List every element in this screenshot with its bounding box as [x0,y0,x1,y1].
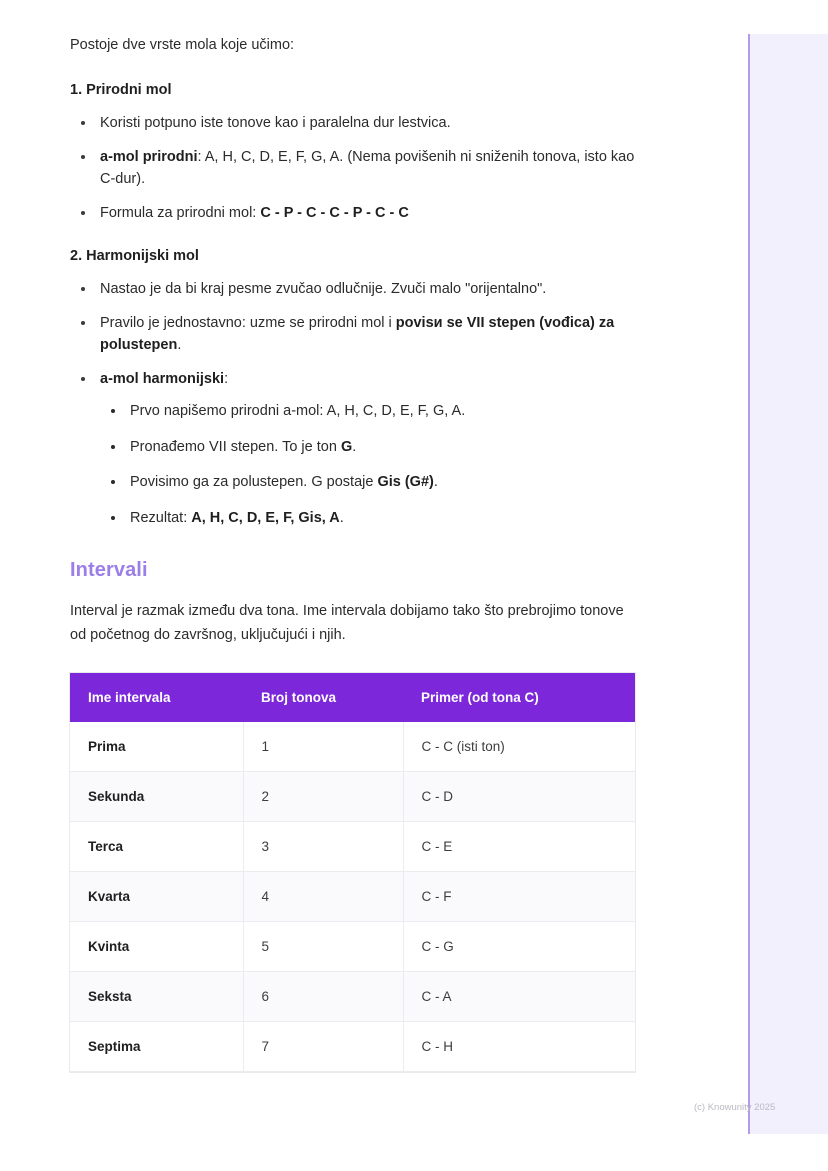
list-item-text: : [224,370,229,387]
table-cell-count: 3 [243,822,403,872]
sublist-item-tail: . [339,509,344,526]
sublist-item-text: Rezultat: [130,509,192,526]
intro-paragraph: Postoje dve vrste mola koje učimo: [70,37,295,53]
list-item [96,312,640,357]
table-row [70,822,635,872]
table-cell-count: 7 [243,1022,403,1072]
table-cell-example: C - C (isti ton) [403,722,635,772]
table-cell-count: 5 [243,922,403,972]
list-item-text: Nastao je da bi kraj pesme zvučao odlučnije. Zvuči malo "orijentalno". [100,281,547,298]
list-item-lead: a-mol prirodni [100,148,198,165]
table-header-cell: Broj tonova [243,673,403,722]
list-item [96,368,640,529]
sublist-item [126,436,640,458]
list-prirodni-mol [70,112,640,224]
list-item-text: Koristi potpuno iste tonove kao i paralelna dur lestvica. [100,115,451,132]
intervals-table [70,673,635,1072]
sublist-item-text: Prvo napišemo prirodni a-mol: A, H, C, D, E, F, G, A. [130,403,466,420]
table-cell-example: C - G [403,922,635,972]
list-item-formula: C - P - C - C - P - C - C [260,204,409,221]
list-item-emphasis: povisи se VII stepen (vođica) za polustepen [100,314,615,354]
list-item [96,112,640,134]
table-row [70,1022,635,1072]
table-cell-count: 2 [243,772,403,822]
table-cell-name: Septima [70,1022,243,1072]
sublist-harmonijski-koraci [100,400,640,529]
table-cell-count: 6 [243,972,403,1022]
sublist-item-tail: . [352,438,357,455]
table-row [70,722,635,772]
table-row [70,872,635,922]
sublist-item-emphasis: Gis (G#) [377,474,434,491]
sublist-item [126,471,640,493]
table-cell-name: Terca [70,822,243,872]
table-cell-name: Sekunda [70,772,243,822]
list-item [96,278,640,300]
sublist-item-tail: . [433,474,438,491]
table-cell-count: 1 [243,722,403,772]
heading-intervali: Intervali [70,559,148,582]
table-header-cell: Primer (od tona C) [403,673,635,722]
table-cell-name: Kvarta [70,872,243,922]
list-item [96,146,640,191]
table-cell-example: C - E [403,822,635,872]
table-cell-name: Seksta [70,972,243,1022]
list-harmonijski-mol [70,278,640,529]
sublist-item-text: Pronađemo VII stepen. To je ton [130,438,341,455]
table-header-row [70,673,635,722]
watermark: (c) Knowunity 2025 [694,1102,776,1113]
sublist-item [126,400,640,422]
table-cell-example: C - D [403,772,635,822]
sublist-item-emphasis: G [340,438,353,455]
table-cell-example: C - F [403,872,635,922]
table-cell-name: Prima [70,722,243,772]
sublist-item-emphasis: A, H, C, D, E, F, Gis, A [191,509,340,526]
list-item-text: Pravilo je jednostavno: uzme se prirodni mol i [100,314,396,331]
document-content [70,34,640,1072]
table-cell-example: C - A [403,972,635,1022]
table-row [70,922,635,972]
list-item-lead: a-mol harmonijski [100,370,225,387]
table-cell-count: 4 [243,872,403,922]
table-header-cell: Ime intervala [70,673,243,722]
heading-prirodni-mol: 1. Prirodni mol [70,82,172,99]
table-cell-name: Kvinta [70,922,243,972]
table-row [70,972,635,1022]
sublist-item-text: Povisimo ga za polustepen. G postaje [130,474,378,491]
list-item-text: Formula za prirodni mol: [100,204,261,221]
side-rail [748,34,828,1134]
list-item-tail: . [177,337,182,354]
heading-harmonijski-mol: 2. Harmonijski mol [70,248,199,265]
list-item-text: : A, H, C, D, E, F, G, A. (Nema povišenih ni sniženih tonova, isto kao C-dur). [100,148,635,188]
list-item [96,202,640,224]
sublist-item [126,507,640,529]
table-row [70,772,635,822]
table-cell-example: C - H [403,1022,635,1072]
intervali-paragraph: Interval je razmak između dva tona. Ime intervala dobijamo tako što prebrojimo tonove od početnog do završnog, uključujući i njih. [70,603,624,643]
